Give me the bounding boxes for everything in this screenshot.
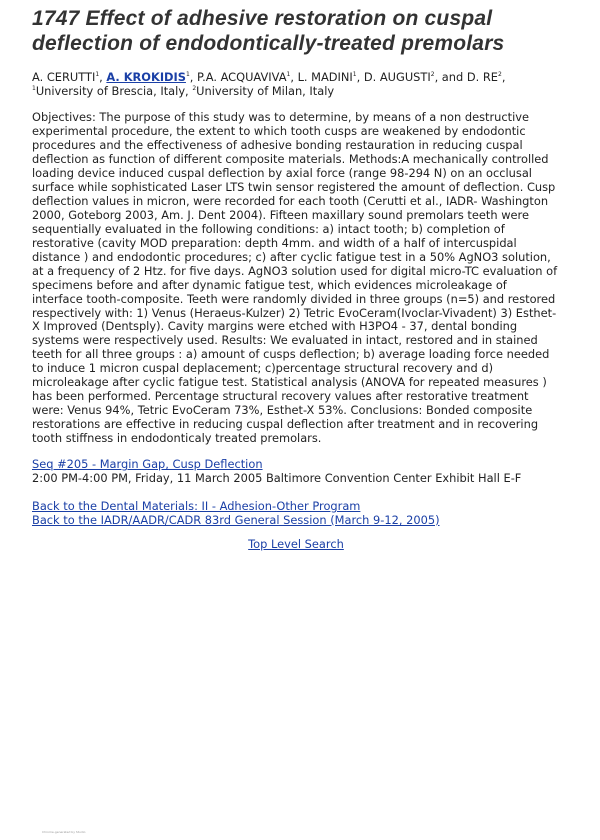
top-level-search-row — [32, 538, 560, 552]
affiliation-sup: 2 — [192, 84, 197, 92]
author: L. MADINI — [297, 70, 353, 84]
affiliations — [32, 84, 334, 98]
author: D. AUGUSTI — [363, 70, 431, 84]
back-to-program-link[interactable]: Back to the Dental Materials: II - Adhesion-Other Program — [32, 498, 361, 513]
author-affiliation-sup: 1 — [352, 71, 357, 79]
author-affiliation-sup: 1 — [95, 71, 100, 79]
back-to-meeting-link[interactable]: Back to the IADR/AADR/CADR 83rd General Session (March 9-12, 2005) — [32, 512, 440, 527]
session-details: 2:00 PM-4:00 PM, Friday, 11 March 2005 Baltimore Convention Center Exhibit Hall E-F — [32, 471, 522, 486]
author-separator: , — [356, 70, 364, 84]
author-affiliation-sup: 1 — [286, 71, 291, 79]
author-separator: , — [99, 70, 107, 84]
author-block — [32, 71, 560, 98]
author-affiliation-sup: 2 — [430, 71, 435, 79]
author-separator: , and — [434, 70, 467, 84]
author: A. CERUTTI — [32, 70, 96, 84]
top-level-search-link[interactable]: Top Level Search — [248, 536, 344, 551]
session-link[interactable]: Seq #205 - Margin Gap, Cusp Deflection — [32, 457, 263, 472]
author-separator: , — [501, 70, 506, 84]
affiliation-sup: 1 — [32, 84, 36, 92]
author-affiliation-sup: 1 — [185, 71, 190, 79]
abstract-body: Objectives: The purpose of this study was to determine, by means of a non destructive experimental procedure, the extent to which tooth cusps are weakened by endodontic procedures and the effectiveness of adhesive bonding restauration in reducing cuspal deflection as function of different composite materials. Methods:A mechanically controlled loading device induced cuspal deflection by axial force (range 98-294 N) on an occlusal surface while sophisticated Laser LTS twin sensor registered the amount of deflection. Cusp deflection values in micron, were recorded for each tooth (Cerutti et al., IADR- Washington 2000, Goteborg 2003, Am. J. Dent 2004). Fifteen maxillary sound premolars teeth were sequentially evaluated in the following conditions: a) intact tooth; b) completion of restorative (cavity MOD preparation: depth 4mm. and width of a half of intercuspidal distance ) and endodontic procedures; c) after cyclic fatigue test in a 50% AgNO3 solution, at a frequency of 2 Htz. for five days. AgNO3 solution used for digital micro-TC evaluation of specimens before and after dynamic fatigue test, which evidences microleakage of interface tooth-composite. Teeth were randomly divided in three groups (n=5) and restored respectively with: 1) Venus (Heraeus-Kulzer) 2) Tetric EvoCeram(Ivoclar-Vivadent) 3) Esthet-X Improved (Dentsply). Cavity margins were etched with H3PO4 - 37, dental bonding systems were respectively used. Results: We evaluated in intact, restored and in stained teeth for all three groups : a) amount of cusps deflection; b) average loading force needed to induce 1 micron cuspal deplacement; c)percentage structural recovery and d) microleakage after cyclic fatigue test. Statistical analysis (ANOVA for repeated measures ) has been performed. Percentage structural recovery values after restorative treatment were: Venus 94%, Tetric EvoCeram 73%, Esthet-X 53%. Conclusions: Bonded composite restorations are effective in reducing cuspal deflection after treatment and in recovering tooth stiffness in endodonticaly treated premolars. — [32, 110, 558, 446]
affiliation: University of Brescia, Italy, — [35, 83, 193, 98]
presenting-author-link[interactable]: A. KROKIDIS — [106, 70, 186, 84]
author-separator: , — [290, 70, 298, 84]
author-separator: , — [189, 70, 198, 84]
author: P.A. ACQUAVIVA — [197, 70, 287, 84]
author-list — [32, 70, 505, 84]
footer-text: Chrome-generated by Studio — [42, 830, 86, 834]
author-affiliation-sup: 2 — [497, 71, 502, 79]
abstract-page — [32, 6, 560, 552]
session-info — [32, 458, 560, 486]
abstract-title: 1747 Effect of adhesive restoration on cuspal deflection of endodontically-treated premolars — [32, 7, 505, 55]
author: D. RE — [466, 70, 498, 84]
affiliation: University of Milan, Italy — [196, 83, 335, 98]
back-links — [32, 500, 560, 528]
